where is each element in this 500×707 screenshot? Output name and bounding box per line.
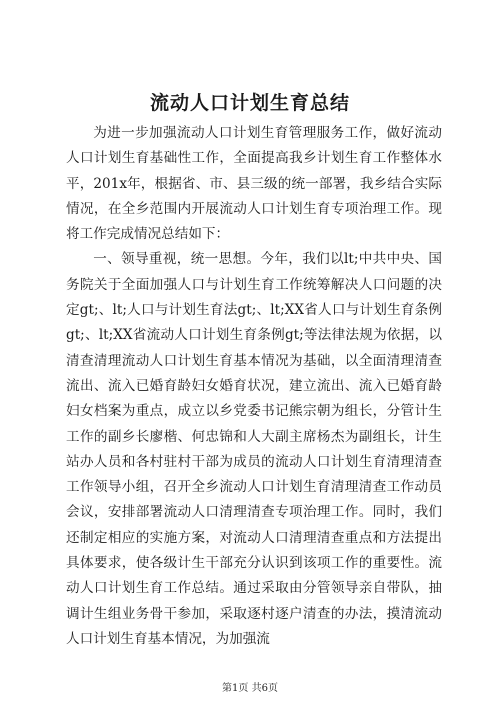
document-title: 流动人口计划生育总结	[149, 92, 350, 114]
paragraph-intro: 为进一步加强流动人口计划生育管理服务工作，做好流动人口计划生育基础性工作，全面提高我乡计划生育工作整体水平，201x年，根据省、市、县三级的统一部署，我乡结合实际情况，在全乡范围内开展流动人口计划生育专项治理工作。现将工作完成情况总结如下：	[66, 125, 442, 243]
paragraph-leadership: 一、领导重视，统一思想。今年，我们以lt;中共中央、国务院关于全面加强人口与计划生育工作统筹解决人口问题的决定gt;、lt;人口与计划生育法gt;、lt;XX省人口与计划生育条例gt;、lt;XX省流动人口计划生育条例gt;等法律法规为依据，以清查清理流动人口计划生育基本情况为基础，以全面清理清查流出、流入已婚育龄妇女婚育状况，建立流出、流入已婚育龄妇女档案为重点，成立以乡党委书记熊宗朝为组长，分管计生工作的副乡长廖楷、何忠锦和人大副主席杨杰为副组长，计生站办人员和各村驻村干部为成员的流动人口计划生育清理清查工作领导小组，召开全乡流动人口计划生育清理清查工作动员会议，安排部署流动人口清理清查专项治理工作。同时，我们还制定相应的实施方案，对流动人口清理清查重点和方法提出具体要求，使各级计生干部充分认识到该项工作的重要性。流动人口计划生育工作总结。通过采取由分管领导亲自带队，抽调计生组业务骨干参加，采取逐村逐户清查的办法，摸清流动人口计划生育基本情况，为加强流	[66, 251, 442, 647]
page-footer: 第1页 共6页	[222, 683, 278, 694]
document-body	[66, 121, 442, 652]
